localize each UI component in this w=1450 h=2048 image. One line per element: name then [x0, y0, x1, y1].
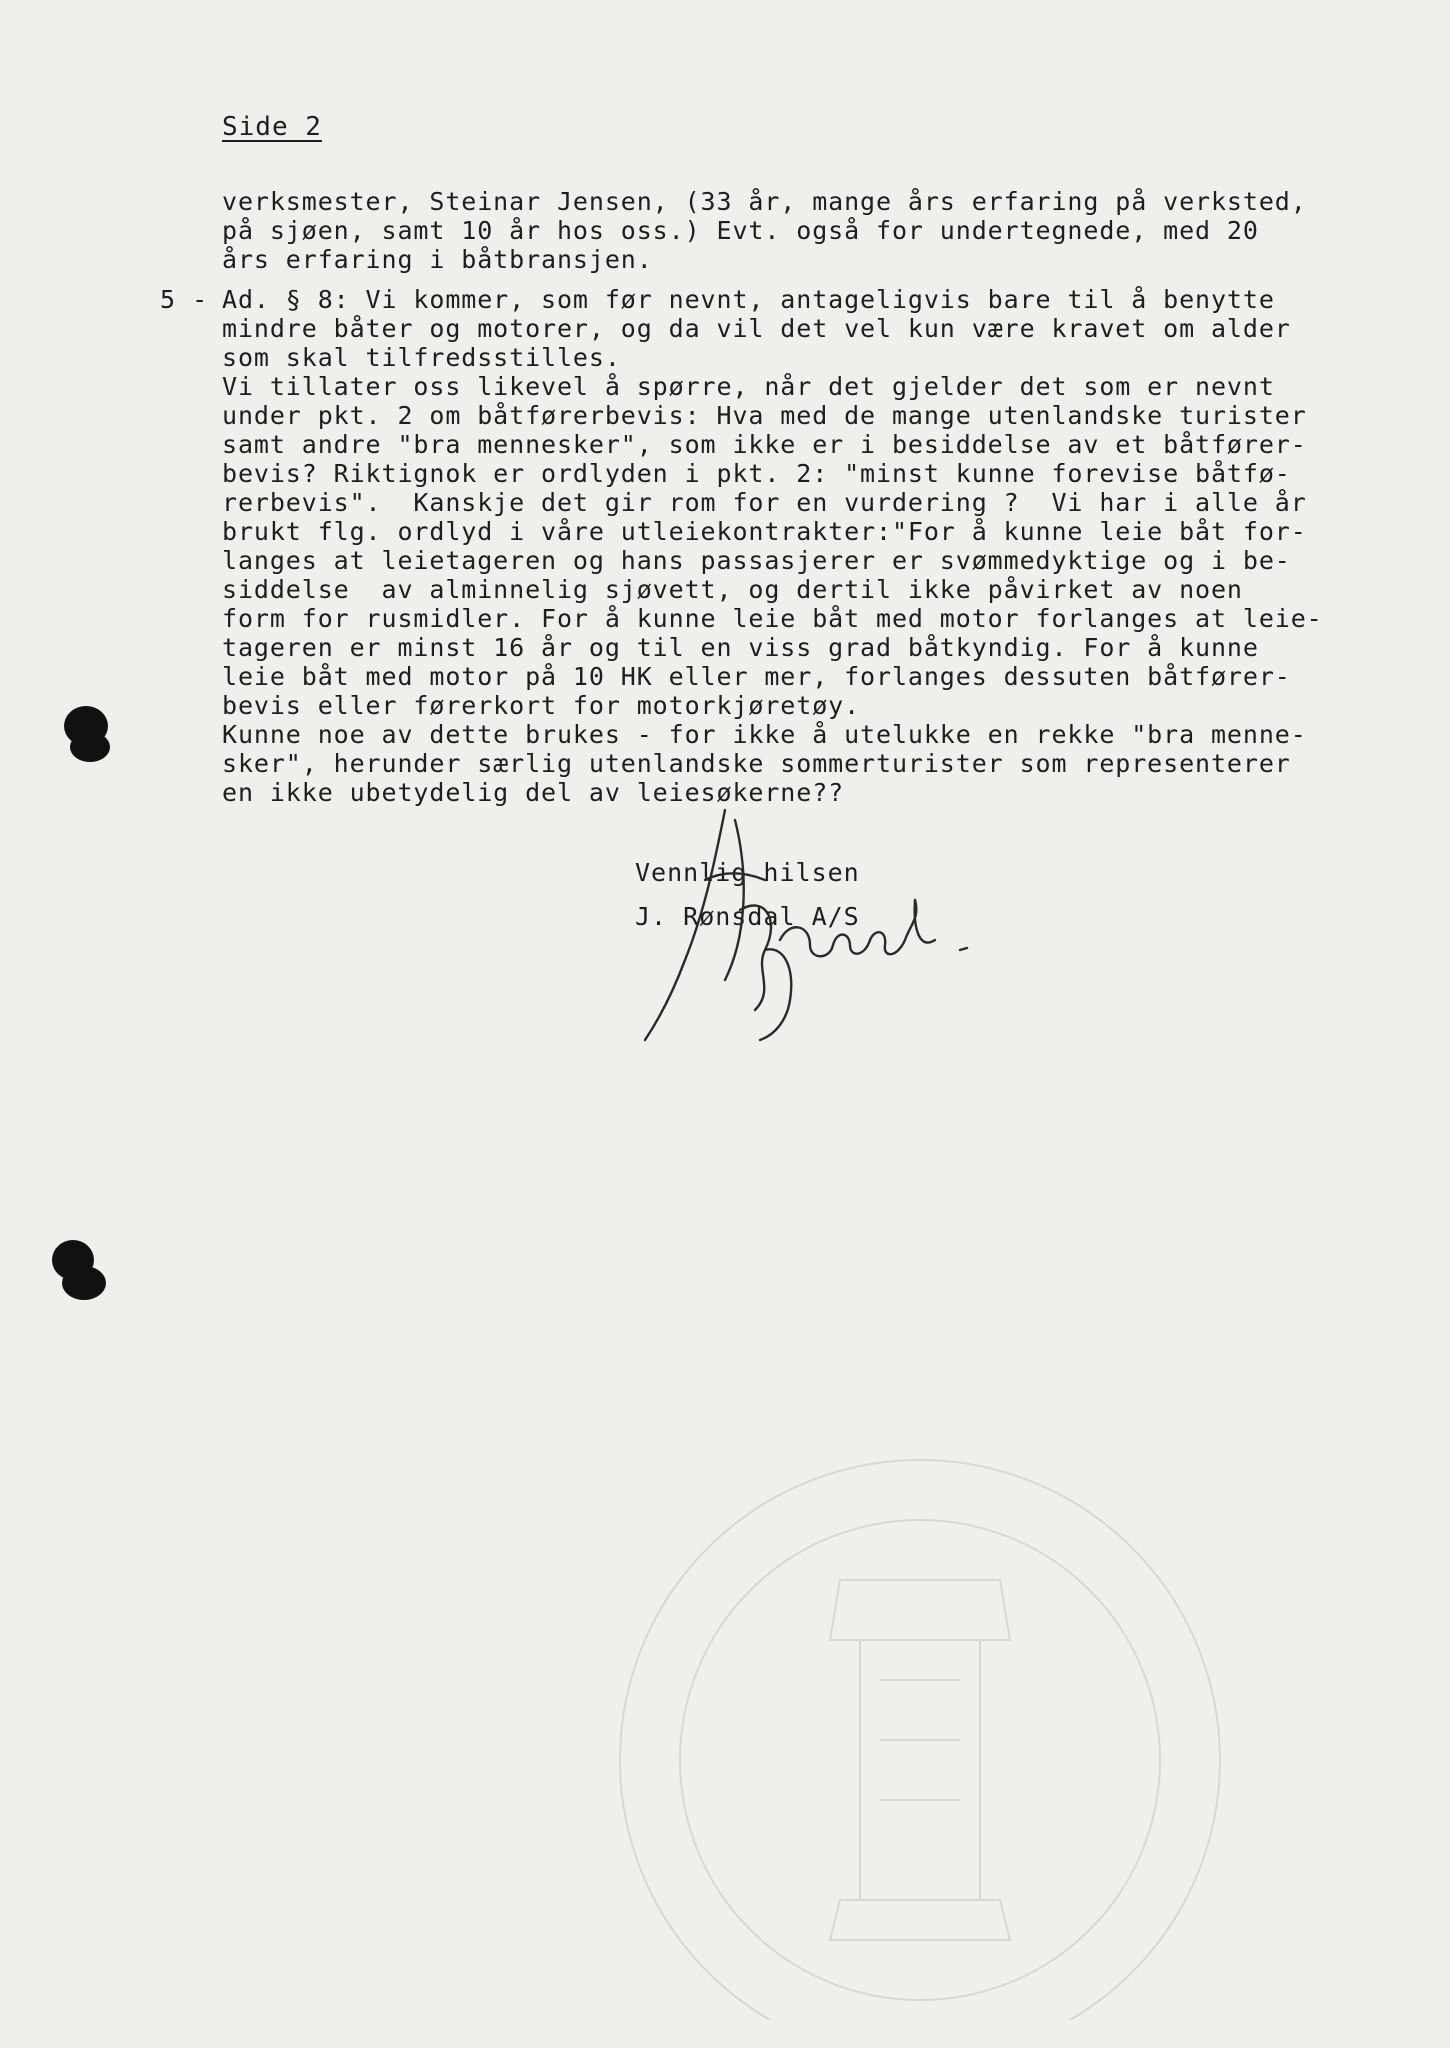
intro-line: verksmester, Steinar Jensen, (33 år, mange års erfaring på verksted, — [222, 187, 1307, 216]
item-line: mindre båter og motorer, og da vil det vel kun være kravet om alder — [222, 314, 1291, 343]
item-line: en ikke ubetydelig del av leiesøkerne?? — [222, 778, 845, 807]
intro-line: på sjøen, samt 10 år hos oss.) Evt. også for undertegnede, med 20 — [222, 216, 1259, 245]
item-line: under pkt. 2 om båtførerbevis: Hva med de mange utenlandske turister — [222, 401, 1307, 430]
intro-line: års erfaring i båtbransjen. — [222, 245, 653, 274]
binder-hole — [70, 732, 110, 762]
item-line: leie båt med motor på 10 HK eller mer, forlanges dessuten båtfører- — [222, 662, 1291, 691]
item-line: samt andre "bra mennesker", som ikke er i besiddelse av et båtfører- — [222, 430, 1307, 459]
item-line: Kunne noe av dette brukes - for ikke å utelukke en rekke "bra menne- — [222, 720, 1307, 749]
item-line: som skal tilfredsstilles. — [222, 343, 621, 372]
item-line: rerbevis". Kanskje det gir rom for en vurdering ? Vi har i alle år — [222, 488, 1307, 517]
page-header: Side 2 — [222, 112, 322, 142]
item-line: brukt flg. ordlyd i våre utleiekontrakter:"For å kunne leie båt for- — [222, 517, 1307, 546]
item-line: Vi tillater oss likevel å spørre, når det gjelder det som er nevnt — [222, 372, 1275, 401]
item-line: tageren er minst 16 år og til en viss grad båtkyndig. For å kunne — [222, 633, 1259, 662]
item-number: 5 - — [160, 285, 209, 314]
closing-greeting: Vennlig hilsen — [635, 858, 860, 887]
item-line: langes at leietageren og hans passasjerer er svømmedyktige og i be- — [222, 546, 1291, 575]
item-line: siddelse av alminnelig sjøvett, og dertil ikke påvirket av noen — [222, 575, 1243, 604]
signature — [575, 800, 975, 1060]
item-line: bevis? Riktignok er ordlyden i pkt. 2: "minst kunne forevise båtfø- — [222, 459, 1291, 488]
seal-watermark — [540, 1380, 1300, 2020]
item-line: form for rusmidler. For å kunne leie båt med motor forlanges at leie- — [222, 604, 1323, 633]
binder-hole — [62, 1266, 106, 1300]
item-line: Ad. § 8: Vi kommer, som før nevnt, antageligvis bare til å benytte — [222, 285, 1275, 314]
company-name: J. Rønsdal A/S — [635, 902, 860, 931]
item-line: sker", herunder særlig utenlandske sommerturister som representerer — [222, 749, 1291, 778]
item-line: bevis eller førerkort for motorkjøretøy. — [222, 691, 861, 720]
